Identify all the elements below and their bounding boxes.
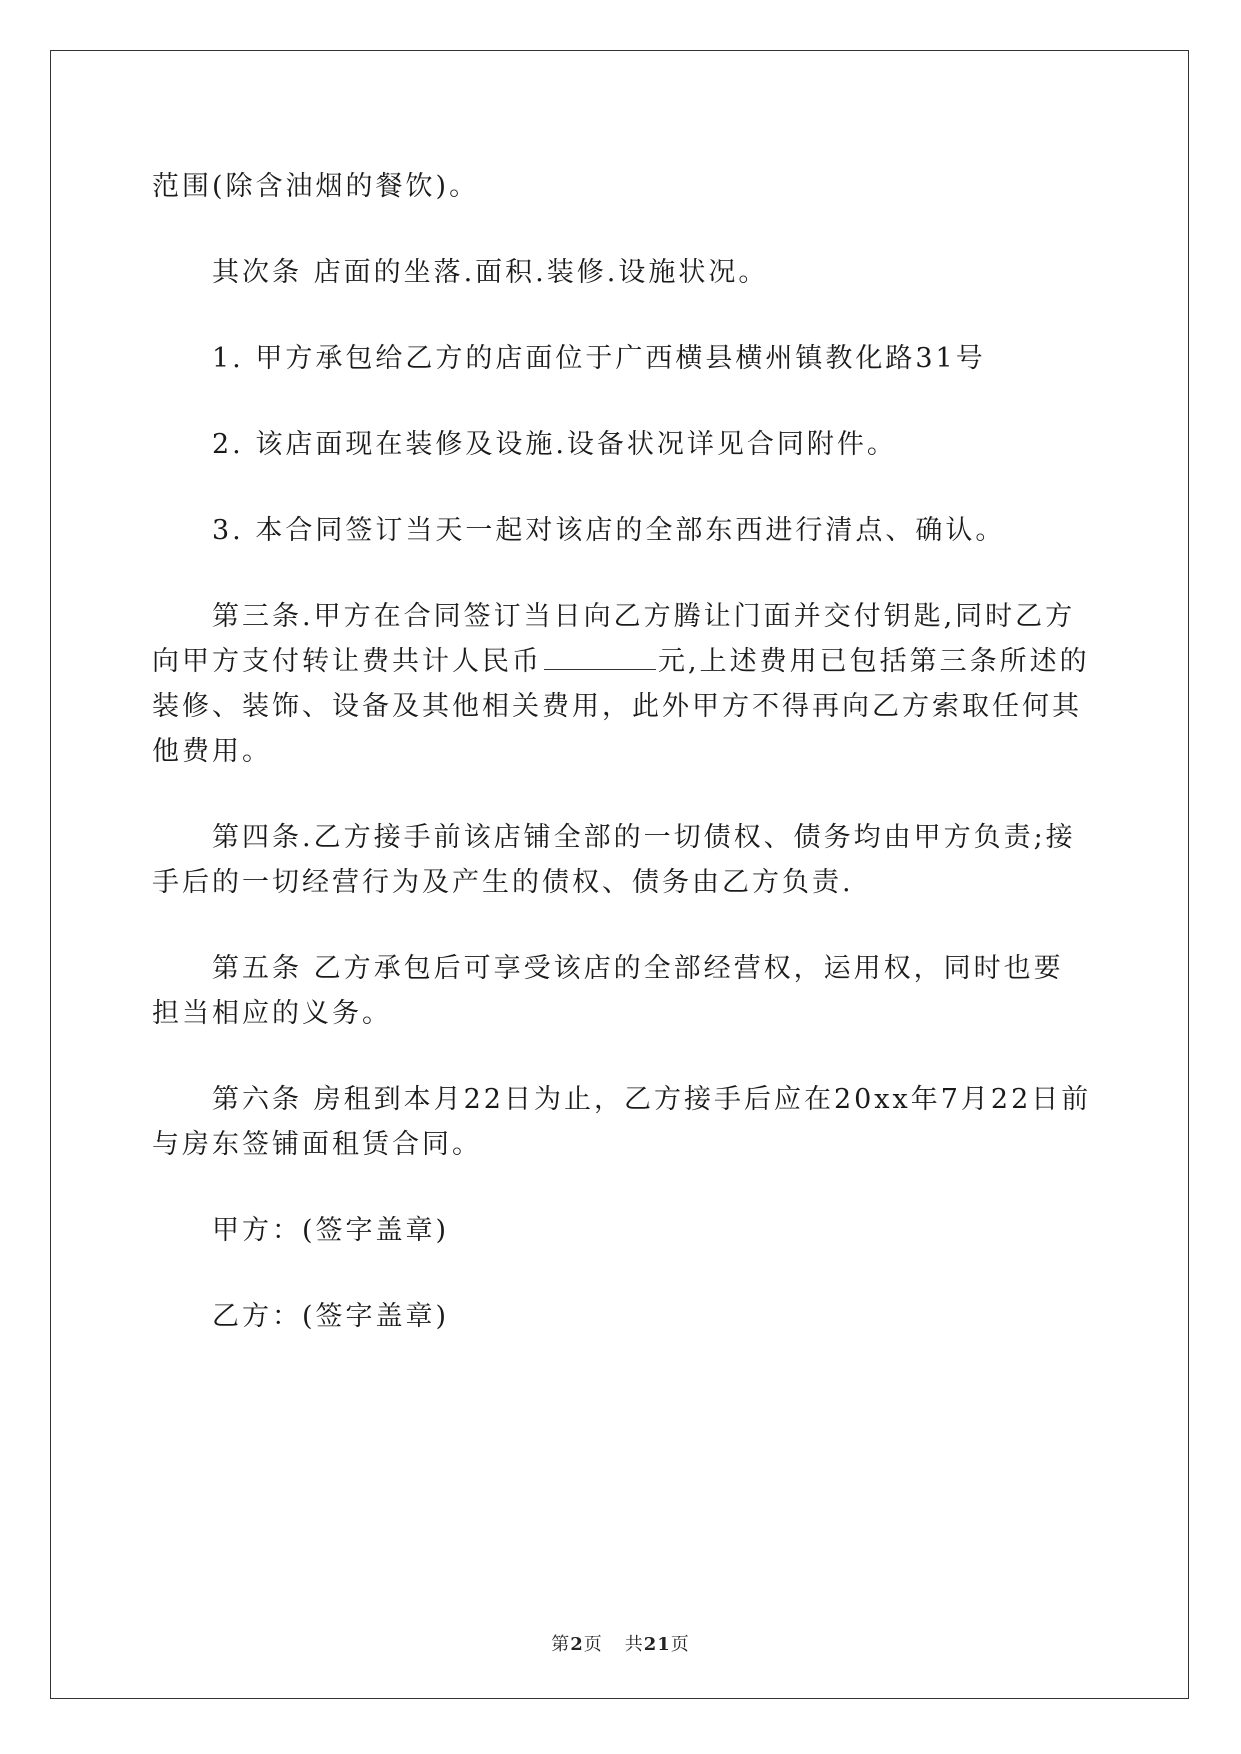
paragraph-scope: 范围(除含油烟的餐饮)。 bbox=[152, 171, 480, 202]
signature-party-a: 甲方：(签字盖章) bbox=[212, 1215, 450, 1246]
paragraph-item-2: 2. 该店面现在装修及设施.设备状况详见合同附件。 bbox=[212, 429, 897, 460]
signature-party-b: 乙方：(签字盖章) bbox=[212, 1301, 450, 1332]
page-prefix: 第 bbox=[551, 1634, 571, 1655]
page-total: 21 bbox=[643, 1634, 671, 1655]
paragraph-article-5: 第五条 乙方承包后可享受该店的全部经营权，运用权，同时也要担当相应的义务。 bbox=[152, 953, 1064, 1029]
paragraph-article-6: 第六条 房租到本月22日为止，乙方接手后应在20xx年7月22日前与房东签铺面租赁合同。 bbox=[152, 1084, 1092, 1160]
paragraph-item-1: 1. 甲方承包给乙方的店面位于广西横县横州镇教化路31号 bbox=[212, 343, 986, 374]
page-current: 2 bbox=[570, 1634, 584, 1655]
total-prefix: 共 bbox=[624, 1634, 644, 1655]
article-3-part-1: 第三条.甲方在合同签订当日向乙方腾让门面并交付钥匙,同时乙方向甲方支付转让费共计人民币 bbox=[152, 601, 1076, 677]
article-3-part-2: 元,上述费用已包括第三条所述的装修、装饰、设备及其他相关费用，此外甲方不得再向乙方索取任何其他费用。 bbox=[152, 646, 1090, 767]
paragraph-article-2: 其次条 店面的坐落.面积.装修.设施状况。 bbox=[212, 257, 769, 288]
paragraph-article-4: 第四条.乙方接手前该店铺全部的一切债权、债务均由甲方负责;接手后的一切经营行为及产生的债权、债务由乙方负责. bbox=[152, 822, 1076, 898]
document-body bbox=[152, 164, 1092, 1380]
total-suffix: 页 bbox=[670, 1634, 690, 1655]
paragraph-article-3 bbox=[152, 594, 1092, 774]
paragraph-item-3: 3. 本合同签订当天一起对该店的全部东西进行清点、确认。 bbox=[212, 515, 1006, 546]
amount-blank bbox=[544, 649, 656, 670]
page-footer bbox=[0, 1630, 1241, 1656]
page-suffix: 页 bbox=[583, 1634, 603, 1655]
